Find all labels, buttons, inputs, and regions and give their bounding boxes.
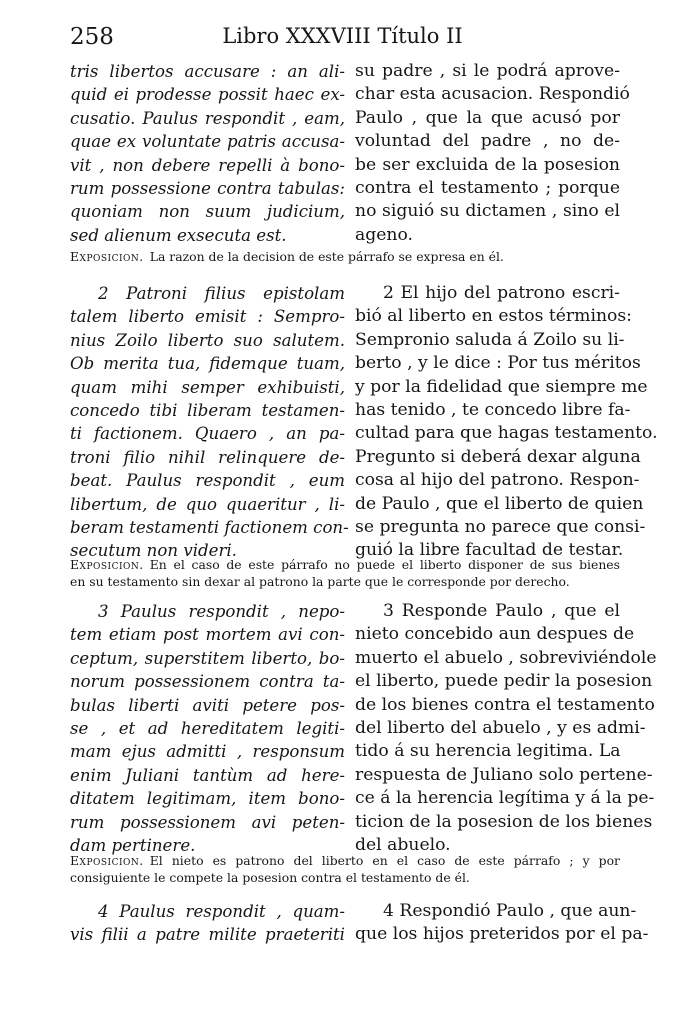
latin-line: norum possessionem contra ta- [70,672,345,692]
latin-line: quam mihi semper exhibuisti, [70,377,345,397]
spanish-line: nieto concebido aun despues de [355,624,635,645]
latin-line: 2 Patroni filius epistolam [98,284,345,303]
latin-line: mam ejus admitti , responsum [70,742,345,762]
spanish-line: tido á su herencia legitima. La [355,741,621,762]
latin-line: concedo tibi liberam testamen- [70,400,345,420]
latin-line: beat. Paulus respondit , eum [70,471,345,491]
spanish-line: bió al liberto en estos términos: [355,306,632,327]
exposicion-line [70,852,620,869]
spanish-line: 4 Respondió Paulo , que aun- [383,901,637,921]
latin-line: tem etiam post mortem avi con- [70,625,345,645]
latin-line: nius Zoilo liberto suo salutem. [70,330,345,350]
spanish-column-paragraph-3 [355,600,657,857]
exposicion-line: en su testamento sin dexar al patrono la parte que le corresponde por derecho. [70,574,570,589]
latin-line: cusatio. Paulus respondit , eam, [70,108,345,128]
exposicion-note [70,248,620,265]
spanish-line: respuesta de Juliano solo pertene- [355,764,653,785]
exposicion-label: Exposicion. [70,853,144,868]
latin-line: bulas liberti aviti petere pos- [70,695,345,715]
latin-line: sed alienum exsecuta est. [70,225,287,245]
latin-line: dam pertinere. [70,835,196,855]
exposicion-text: El nieto es patrono del liberto en el caso de este párrafo ; y por [149,853,620,868]
exposicion-line [70,248,620,265]
latin-line: secutum non videri. [70,541,237,561]
page-number: 258 [70,24,114,50]
latin-column-paragraph-3 [70,600,345,857]
spanish-line: cosa al hijo del patrono. Respon- [355,470,640,491]
spanish-line: de Paulo , que el liberto de quien [355,493,644,514]
spanish-line: ticion de la posesion de los bienes [355,811,653,832]
latin-line: ti factionem. Quaero , an pa- [70,424,345,444]
latin-line: ditatem legitimam, item bono- [70,789,345,809]
latin-line: vit , non debere repelli à bono- [70,155,345,175]
spanish-line: Pregunto si deberá dexar alguna [355,446,641,467]
exposicion-text: En el caso de este párrafo no puede el liberto disponer de sus bienes [149,557,620,572]
latin-line: tris libertos accusare : an ali- [70,62,345,81]
spanish-line: muerto el abuelo , sobreviviéndole [355,647,657,668]
latin-line: quid ei prodesse possit haec ex- [70,85,345,105]
exposicion-label: Exposicion. [70,557,144,572]
latin-line: libertum, de quo quaeritur , li- [70,494,345,514]
latin-column-paragraph-2 [70,282,349,563]
latin-line: enim Juliani tantùm ad here- [70,765,345,785]
spanish-line: no siguió su dictamen , sino el [355,201,620,222]
latin-line: Ob merita tua, fidemque tuam, [70,354,345,374]
spanish-line: ce á la herencia legítima y á la pe- [355,788,655,809]
spanish-line: que los hijos preteridos por el pa- [355,924,649,945]
latin-line: 3 Paulus respondit , nepo- [98,602,345,621]
spanish-column-paragraph-4 [355,900,649,947]
spanish-line: char esta acusacion. Respondió [355,84,630,105]
spanish-line: contra el testamento ; porque [355,177,620,198]
latin-line: quoniam non suum judicium, [70,202,345,222]
latin-line: ceptum, superstitem liberto, bo- [70,648,345,668]
spanish-line: el liberto, puede pedir la posesion [355,671,653,692]
latin-line: quae ex voluntate patris accusa- [70,132,345,152]
spanish-line: 2 El hijo del patrono escri- [383,283,620,303]
latin-line: vis filii a patre milite praeteriti [70,925,345,945]
latin-line: beram testamenti factionem con- [70,517,349,537]
latin-column-paragraph-4 [70,900,345,947]
spanish-line: Sempronio saluda á Zoilo su li- [355,329,625,350]
spanish-line: guió la libre facultad de testar. [355,540,624,561]
spanish-line: cultad para que hagas testamento. [355,423,658,444]
latin-line: troni filio nihil relinquere de- [70,447,345,467]
latin-line: rum possessionem avi peten- [70,812,345,832]
latin-line: rum possessione contra tabulas: [70,178,345,198]
exposicion-line: consiguiente le compete la posesion contra el testamento de él. [70,870,470,885]
page-header [70,24,615,58]
exposicion-label: Exposicion. [70,249,144,264]
exposicion-note [70,556,620,590]
latin-column-continuation [70,60,345,247]
spanish-line: ageno. [355,224,413,245]
latin-line: 4 Paulus respondit , quam- [98,902,345,921]
spanish-line: se pregunta no parece que consi- [355,516,646,537]
exposicion-text: La razon de la decision de este párrafo se expresa en él. [149,249,504,264]
exposicion-line [70,556,620,573]
latin-line: se , et ad hereditatem legiti- [70,718,345,738]
spanish-line: de los bienes contra el testamento [355,694,655,715]
exposicion-note [70,852,620,886]
spanish-line: 3 Responde Paulo , que el [383,601,620,621]
spanish-line: su padre , si le podrá aprove- [355,61,620,81]
running-title: Libro XXXVIII Título II [222,24,463,48]
spanish-line: y por la fidelidad que siempre me [355,376,648,397]
spanish-line: voluntad del padre , no de- [355,131,620,152]
spanish-line: del abuelo. [355,834,451,855]
spanish-column-continuation [355,60,630,247]
spanish-line: del liberto del abuelo , y es admi- [355,717,646,738]
spanish-line: Paulo , que la que acusó por [355,107,620,128]
spanish-column-paragraph-2 [355,282,658,563]
spanish-line: berto , y le dice : Por tus méritos [355,353,641,374]
spanish-line: be ser excluida de la posesion [355,154,620,175]
latin-line: talem liberto emisit : Sempro- [70,307,345,327]
spanish-line: has tenido , te concedo libre fa- [355,399,631,420]
